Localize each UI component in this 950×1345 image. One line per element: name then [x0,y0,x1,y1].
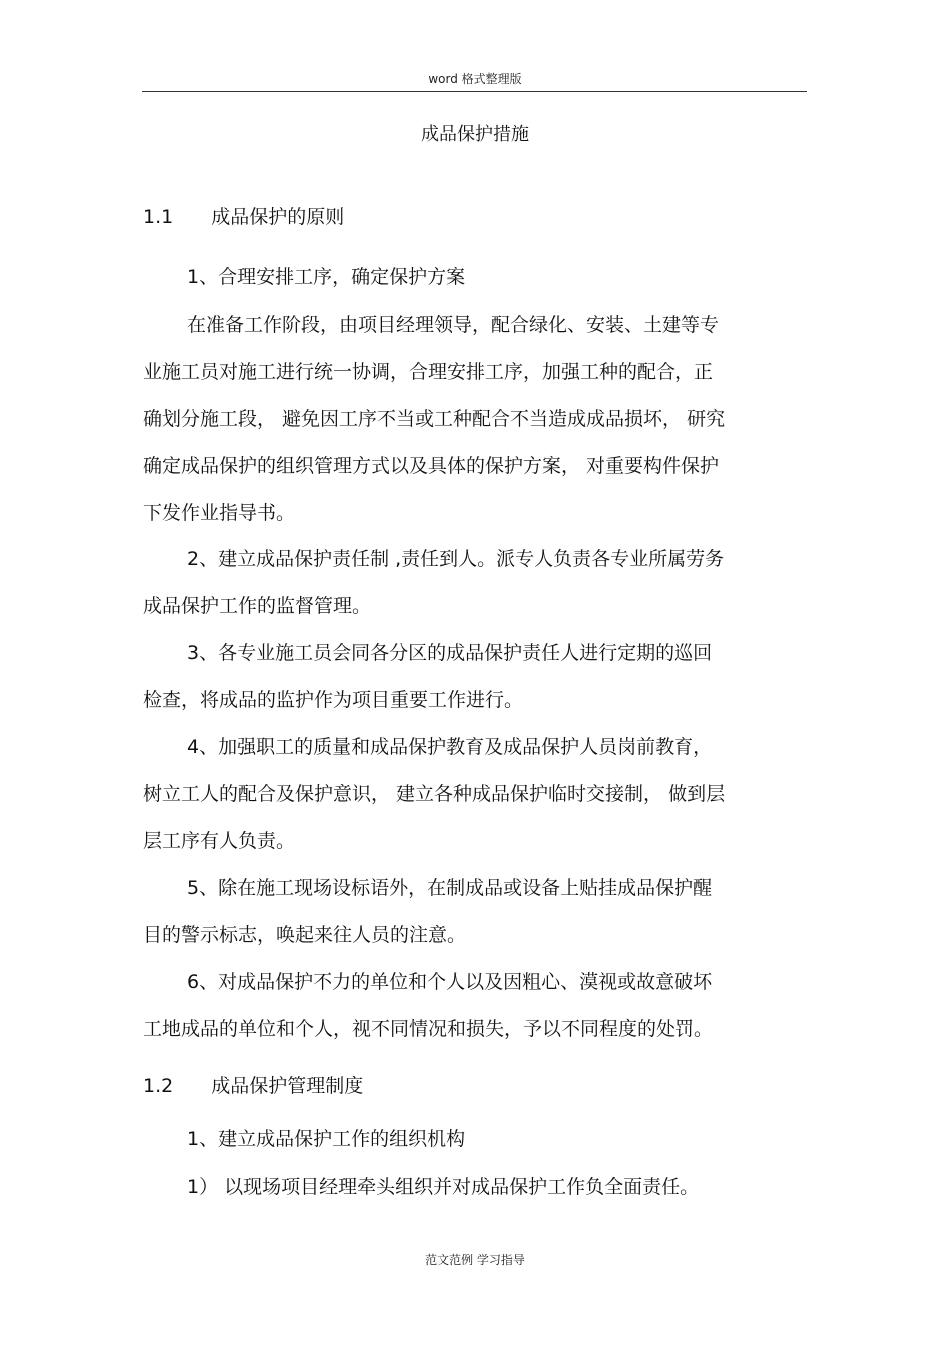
section-heading-1-2 [143,1073,363,1099]
paragraph-line: 1、建立成品保护工作的组织机构 [187,1128,466,1150]
document-title: 成品保护措施 [421,124,529,145]
page-footer: 范文范例 学习指导 [425,1253,525,1267]
header-rule [142,91,807,92]
paragraph-line: 在准备工作阶段，由项目经理领导，配合绿化、安装、土建等专 [187,314,720,336]
paragraph-line: 1） 以现场项目经理牵头组织并对成品保护工作负全面责任。 [187,1176,700,1198]
paragraph-line: 确定成品保护的组织管理方式以及具体的保护方案， 对重要构件保护 [143,455,720,477]
section-number: 1.1 [143,206,174,228]
paragraph-line: 3、各专业施工员会同各分区的成品保护责任人进行定期的巡回 [187,642,713,664]
paragraph-line: 工地成品的单位和个人，视不同情况和损失，予以不同程度的处罚。 [143,1018,714,1040]
paragraph-line: 2、建立成品保护责任制 ,责任到人。派专人负责各专业所属劳务 [187,548,725,570]
section-heading-1-1 [143,204,344,230]
paragraph-line: 下发作业指导书。 [143,502,296,524]
paragraph-line: 层工序有人负责。 [143,830,296,852]
paragraph-line: 4、加强职工的质量和成品保护教育及成品保护人员岗前教育， [187,736,713,758]
paragraph-line: 成品保护工作的监督管理。 [143,595,372,617]
paragraph-line: 目的警示标志，唤起来往人员的注意。 [143,924,467,946]
paragraph-line: 5、除在施工现场设标语外，在制成品或设备上贴挂成品保护醒 [187,877,713,899]
section-title: 成品保护管理制度 [211,1075,364,1097]
paragraph-line: 业施工员对施工进行统一协调，合理安排工序，加强工种的配合，正 [143,361,714,383]
paragraph-line: 树立工人的配合及保护意识， 建立各种成品保护临时交接制， 做到层 [143,783,726,805]
section-number: 1.2 [143,1075,174,1097]
header-text: word 格式整理版 [428,72,522,86]
section-title: 成品保护的原则 [211,206,345,228]
paragraph-line: 1、合理安排工序，确定保护方案 [187,266,466,288]
paragraph-line: 6、对成品保护不力的单位和个人以及因粗心、漠视或故意破坏 [187,971,713,993]
paragraph-line: 确划分施工段， 避免因工序不当或工种配合不当造成成品损坏， 研究 [143,408,726,430]
paragraph-line: 检查，将成品的监护作为项目重要工作进行。 [143,689,524,711]
